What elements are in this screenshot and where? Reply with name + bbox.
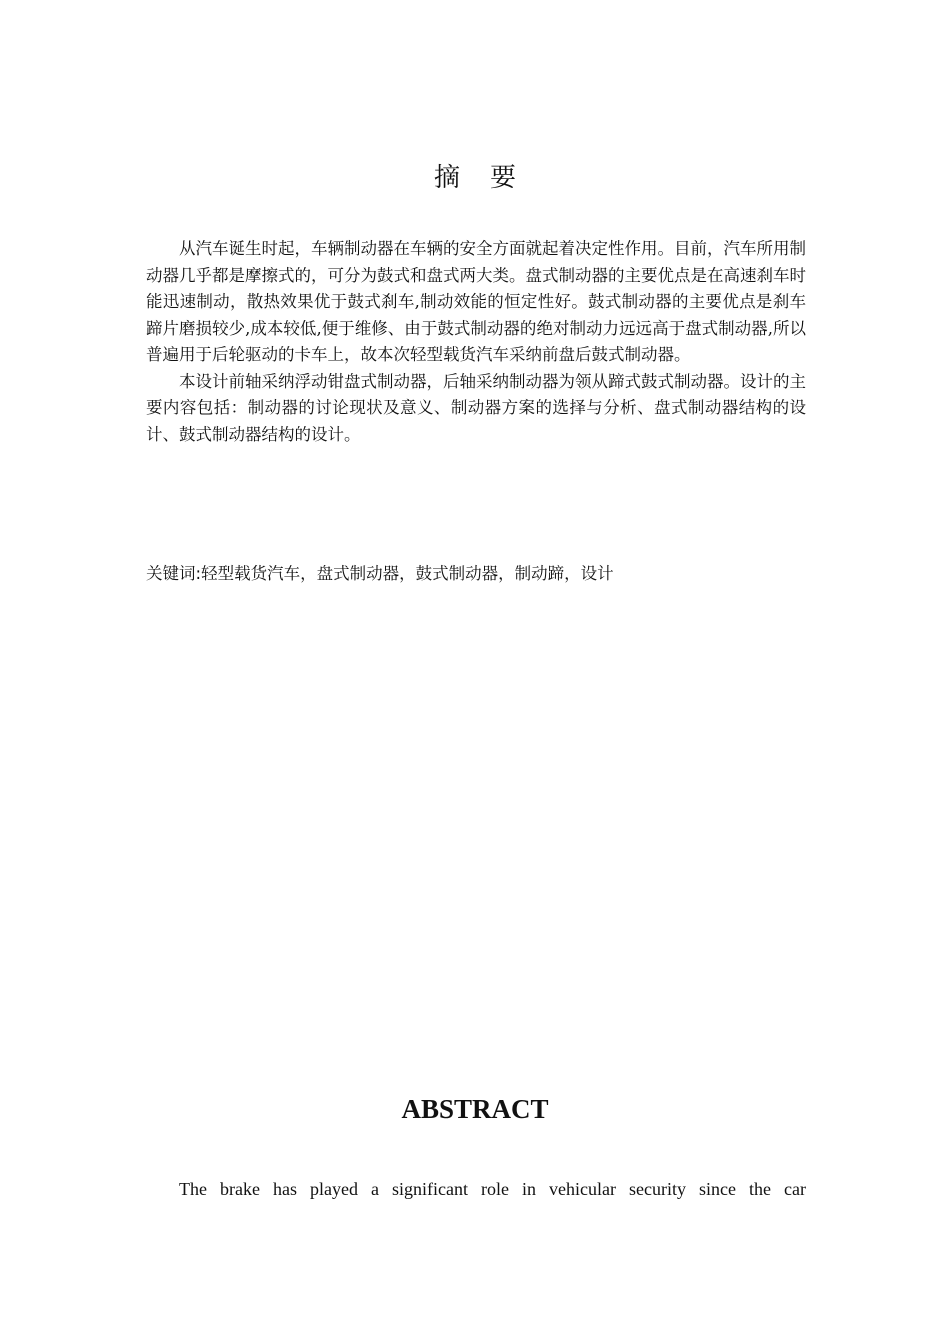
chinese-abstract-paragraph-1: 从汽车诞生时起，车辆制动器在车辆的安全方面就起着决定性作用。目前，汽车所用制动器几乎都是摩擦式的，可分为鼓式和盘式两大类。盘式制动器的主要优点是在高速刹车时能迅速制动，散热效果优于鼓式刹车,制动效能的恒定性好。鼓式制动器的主要优点是刹车蹄片磨损较少,成本较低,便于维修、由于鼓式制动器的绝对制动力远远高于盘式制动器,所以普遍用于后轮驱动的卡车上，故本次轻型载货汽车采纳前盘后鼓式制动器。 — [146, 239, 806, 364]
chinese-abstract-title: 摘要 — [433, 163, 546, 193]
english-abstract-paragraph: The brake has played a significant role in vehicular security since the car — [179, 1179, 806, 1199]
keywords-label: 关键词: — [146, 564, 202, 583]
keywords-text: 轻型载货汽车，盘式制动器，鼓式制动器，制动蹄，设计 — [201, 564, 614, 583]
chinese-abstract-body — [146, 236, 806, 448]
chinese-abstract-paragraph-2: 本设计前轴采纳浮动钳盘式制动器，后轴采纳制动器为领从蹄式鼓式制动器。设计的主要内容包括：制动器的讨论现状及意义、制动器方案的选择与分析、盘式制动器结构的设计、鼓式制动器结构的设计。 — [146, 371, 806, 444]
english-abstract-body — [146, 1176, 806, 1202]
english-abstract-title: ABSTRACT — [401, 1094, 549, 1124]
keywords-line — [146, 561, 806, 587]
